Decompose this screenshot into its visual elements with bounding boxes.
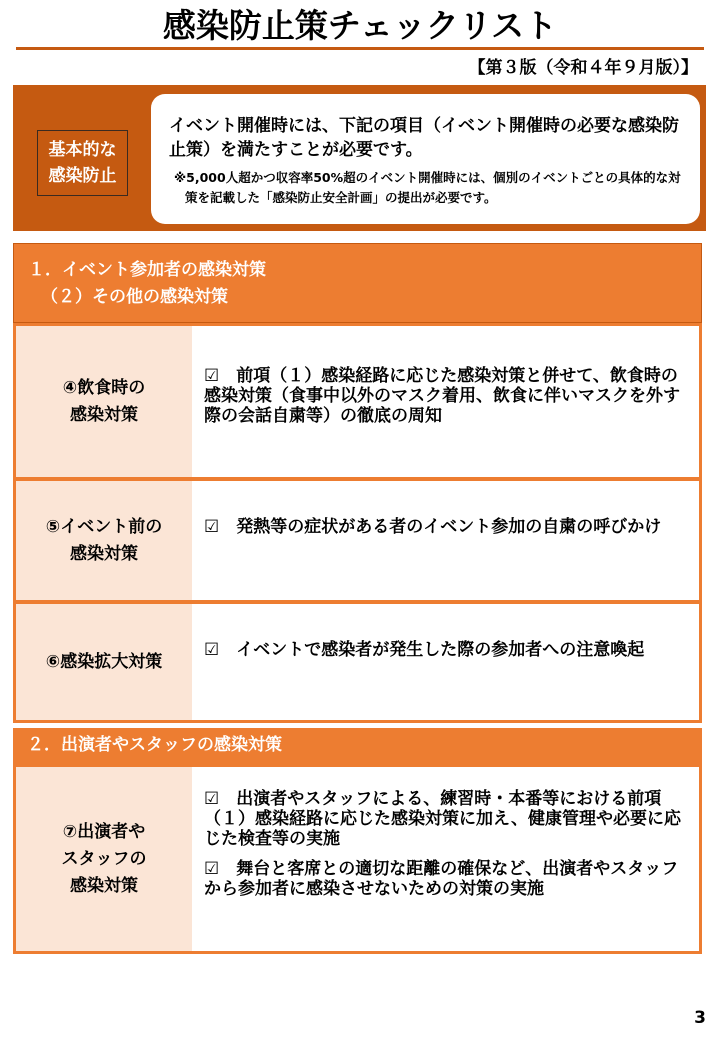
intro-label-line1: 基本的な <box>48 140 117 160</box>
row-label <box>16 604 192 720</box>
row-label-line: ⑥感染拡大対策 <box>45 651 163 672</box>
row-label <box>16 326 192 477</box>
row-content <box>204 789 691 909</box>
section-1-header <box>13 243 702 323</box>
page-number: 3 <box>694 1008 706 1028</box>
title-underline <box>16 47 704 50</box>
row-label-line: 感染対策 <box>70 875 138 896</box>
row-label <box>16 481 192 600</box>
row-label-line: スタッフの <box>61 848 147 869</box>
checklist-item: ☑ 前項（１）感染経路に応じた感染対策と併せて、飲食時の感染対策（食事中以外のマスク着用、飲食に伴いマスクを外す際の会話自粛等）の徹底の周知 <box>204 366 680 426</box>
row-content <box>204 517 691 547</box>
intro-note-text: ※5,000人超かつ収容率50%超のイベント開催時には、個別のイベントごとの具体的な対策を記載した「感染防止安全計画」の提出が必要です。 <box>174 170 681 205</box>
checklist-row-eating <box>13 323 702 480</box>
checklist-row-pre-event <box>13 478 702 603</box>
checklist-row-spread <box>13 601 702 723</box>
page-title: 感染防止策チェックリスト <box>162 6 558 45</box>
checklist-item: ☑ 舞台と客席との適切な距離の確保など、出演者やスタッフから参加者に感染させないための対策の実施 <box>204 859 679 899</box>
row-content <box>204 640 691 670</box>
checklist-item: ☑ 発熱等の症状がある者のイベント参加の自粛の呼びかけ <box>204 517 662 537</box>
version-label: 【第３版（令和４年９月版）】 <box>468 58 698 78</box>
section-2-header <box>13 728 702 764</box>
checklist-row-staff <box>13 764 702 954</box>
row-label-line: ⑦出演者や <box>62 821 146 842</box>
section-1-title: １．イベント参加者の感染対策 <box>28 260 266 280</box>
intro-label-line2: 感染防止 <box>48 166 117 186</box>
row-label-line: 感染対策 <box>70 543 138 564</box>
intro-main-text: イベント開催時には、下記の項目（イベント開催時の必要な感染防止策）を満たすことが必要です。 <box>169 116 679 160</box>
intro-text-box <box>151 94 700 224</box>
checklist-item: ☑ イベントで感染者が発生した際の参加者への注意喚起 <box>204 640 645 660</box>
row-label-line: 感染対策 <box>70 404 138 425</box>
row-label <box>16 767 192 951</box>
section-1-subtitle: （２）その他の感染対策 <box>41 287 228 307</box>
row-label-line: ⑤イベント前の <box>45 516 163 537</box>
row-label-line: ④飲食時の <box>62 377 146 398</box>
checklist-item: ☑ 出演者やスタッフによる、練習時・本番等における前項（１）感染経路に応じた感染対策に加え、健康管理や必要に応じた検査等の実施 <box>204 789 682 849</box>
row-content <box>204 366 691 436</box>
intro-panel <box>13 85 706 231</box>
intro-label-box <box>37 130 128 196</box>
section-2-title: ２．出演者やスタッフの感染対策 <box>27 735 282 755</box>
